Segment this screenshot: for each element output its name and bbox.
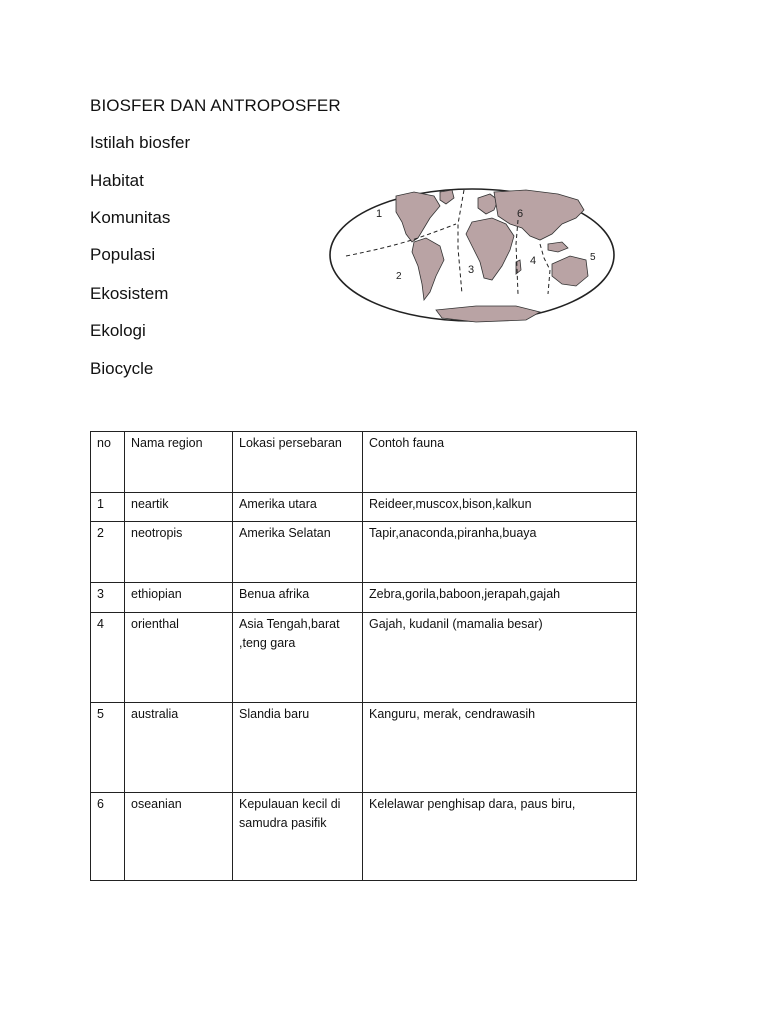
cell-no: 2 [91,522,125,583]
cell-location: Kepulauan kecil di samudra pasifik [233,793,363,881]
header-no: no [91,432,125,493]
term-populasi: Populasi [90,245,156,264]
cell-fauna: Reideer,muscox,bison,kalkun [363,493,637,522]
cell-location: Amerika utara [233,493,363,522]
cell-fauna: Kelelawar penghisap dara, paus biru, [363,793,637,881]
term-habitat: Habitat [90,171,144,190]
table-row [91,613,637,703]
term-biocycle: Biocycle [90,359,154,378]
cell-fauna: Tapir,anaconda,piranha,buaya [363,522,637,583]
boundary-neotropis-ethiopian [458,190,464,294]
cell-region-name: neotropis [125,522,233,583]
region-number-3: 3 [468,264,475,276]
cell-fauna: Kanguru, merak, cendrawasih [363,703,637,793]
greenland-land [440,190,454,204]
table-row [91,522,637,583]
cell-region-name: ethiopian [125,583,233,613]
region-number-5: 5 [590,252,596,263]
cell-region-name: neartik [125,493,233,522]
zoogeographic-regions-table [90,431,637,881]
south-america-land [412,238,444,300]
cell-location: Amerika Selatan [233,522,363,583]
region-number-2: 2 [396,271,402,282]
cell-no: 4 [91,613,125,703]
cell-no: 1 [91,493,125,522]
table-row [91,583,637,613]
cell-no: 6 [91,793,125,881]
north-america-land [396,192,440,242]
zoogeography-world-map [326,184,618,326]
boundary-ethiopian-oriental [516,220,518,294]
table-header-row [91,432,637,493]
cell-region-name: oseanian [125,793,233,881]
header-nama-region: Nama region [125,432,233,493]
cell-fauna: Zebra,gorila,baboon,jerapah,gajah [363,583,637,613]
region-number-4: 4 [530,255,537,267]
term-komunitas: Komunitas [90,208,171,227]
header-lokasi-persebaran: Lokasi persebaran [233,432,363,493]
cell-fauna: Gajah, kudanil (mamalia besar) [363,613,637,703]
cell-region-name: australia [125,703,233,793]
boundary-oriental-australia [540,244,550,294]
cell-region-name: orienthal [125,613,233,703]
table-row [91,703,637,793]
southeast-asia-islands-land [548,242,568,252]
region-number-6: 6 [517,208,524,220]
table-row [91,793,637,881]
term-ekosistem: Ekosistem [90,284,169,303]
cell-no: 3 [91,583,125,613]
table-row [91,493,637,522]
cell-location: Asia Tengah,barat ,teng gara [233,613,363,703]
document-title: BIOSFER DAN ANTROPOSFER [90,96,341,115]
cell-location: Benua afrika [233,583,363,613]
cell-no: 5 [91,703,125,793]
header-contoh-fauna: Contoh fauna [363,432,637,493]
region-number-1: 1 [376,208,383,220]
australia-land [552,256,588,286]
term-ekologi: Ekologi [90,321,146,340]
term-istilah-biosfer: Istilah biosfer [90,133,191,152]
cell-location: Slandia baru [233,703,363,793]
